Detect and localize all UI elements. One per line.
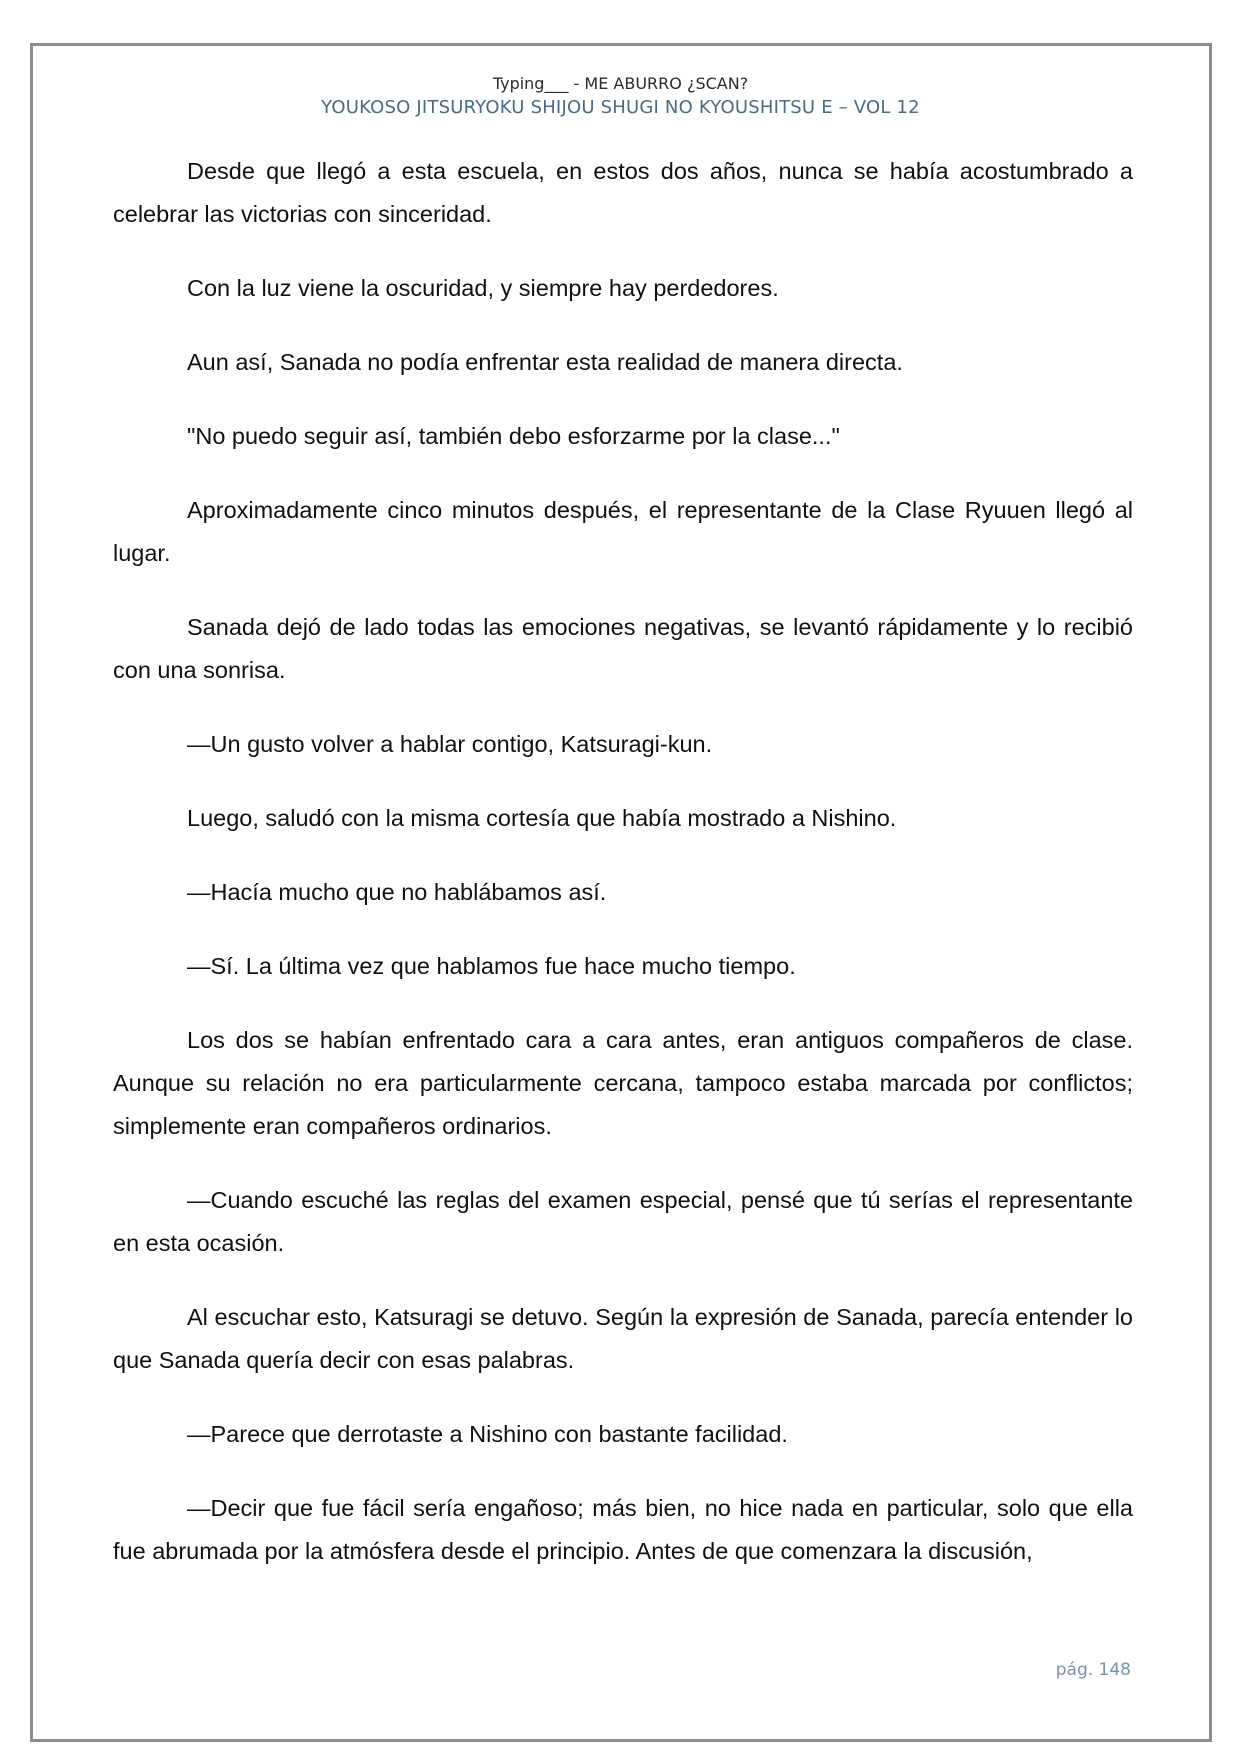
paragraph: —Parece que derrotaste a Nishino con bastante facilidad. [187,1421,788,1447]
page-header [0,73,1241,121]
paragraph: —Decir que fue fácil sería engañoso; más bien, no hice nada en particular, solo que ella fue abrumada por la atmósfera desde el principio. Antes de que comenzara la discusión, [113,1495,1133,1564]
paragraph: Desde que llegó a esta escuela, en estos dos años, nunca se había acostumbrado a celebrar las victorias con sinceridad. [113,158,1133,227]
paragraph: Con la luz viene la oscuridad, y siempre hay perdedores. [187,275,779,301]
paragraph: —Cuando escuché las reglas del examen especial, pensé que tú serías el representante en esta ocasión. [113,1187,1133,1256]
paragraph: Aun así, Sanada no podía enfrentar esta realidad de manera directa. [187,349,903,375]
page-number: pág. 148 [1055,1660,1131,1680]
paragraph: Aproximadamente cinco minutos después, el representante de la Clase Ryuuen llegó al lugar. [113,497,1133,566]
paragraph: —Sí. La última vez que hablamos fue hace mucho tiempo. [187,953,796,979]
paragraph: —Un gusto volver a hablar contigo, Katsuragi-kun. [187,731,713,757]
paragraph: —Hacía mucho que no hablábamos así. [187,879,607,905]
paragraph: "No puedo seguir así, también debo esforzarme por la clase..." [187,423,840,449]
paragraph: Los dos se habían enfrentado cara a cara antes, eran antiguos compañeros de clase. Aunque su relación no era particularmente cercana, tampoco estaba marcada por conflictos; simplemente eran compañeros ordinarios. [113,1027,1133,1139]
header-scan-credit: Typing___ - ME ABURRO ¿SCAN? [492,74,749,93]
header-book-title: YOUKOSO JITSURYOKU SHIJOU SHUGI NO KYOUSHITSU E – VOL 12 [321,97,920,118]
paragraph: Sanada dejó de lado todas las emociones negativas, se levantó rápidamente y lo recibió con una sonrisa. [113,614,1133,683]
page-body [113,150,1133,1604]
paragraph: Al escuchar esto, Katsuragi se detuvo. Según la expresión de Sanada, parecía entender lo que Sanada quería decir con esas palabras. [113,1304,1133,1373]
paragraph: Luego, saludó con la misma cortesía que había mostrado a Nishino. [187,805,897,831]
